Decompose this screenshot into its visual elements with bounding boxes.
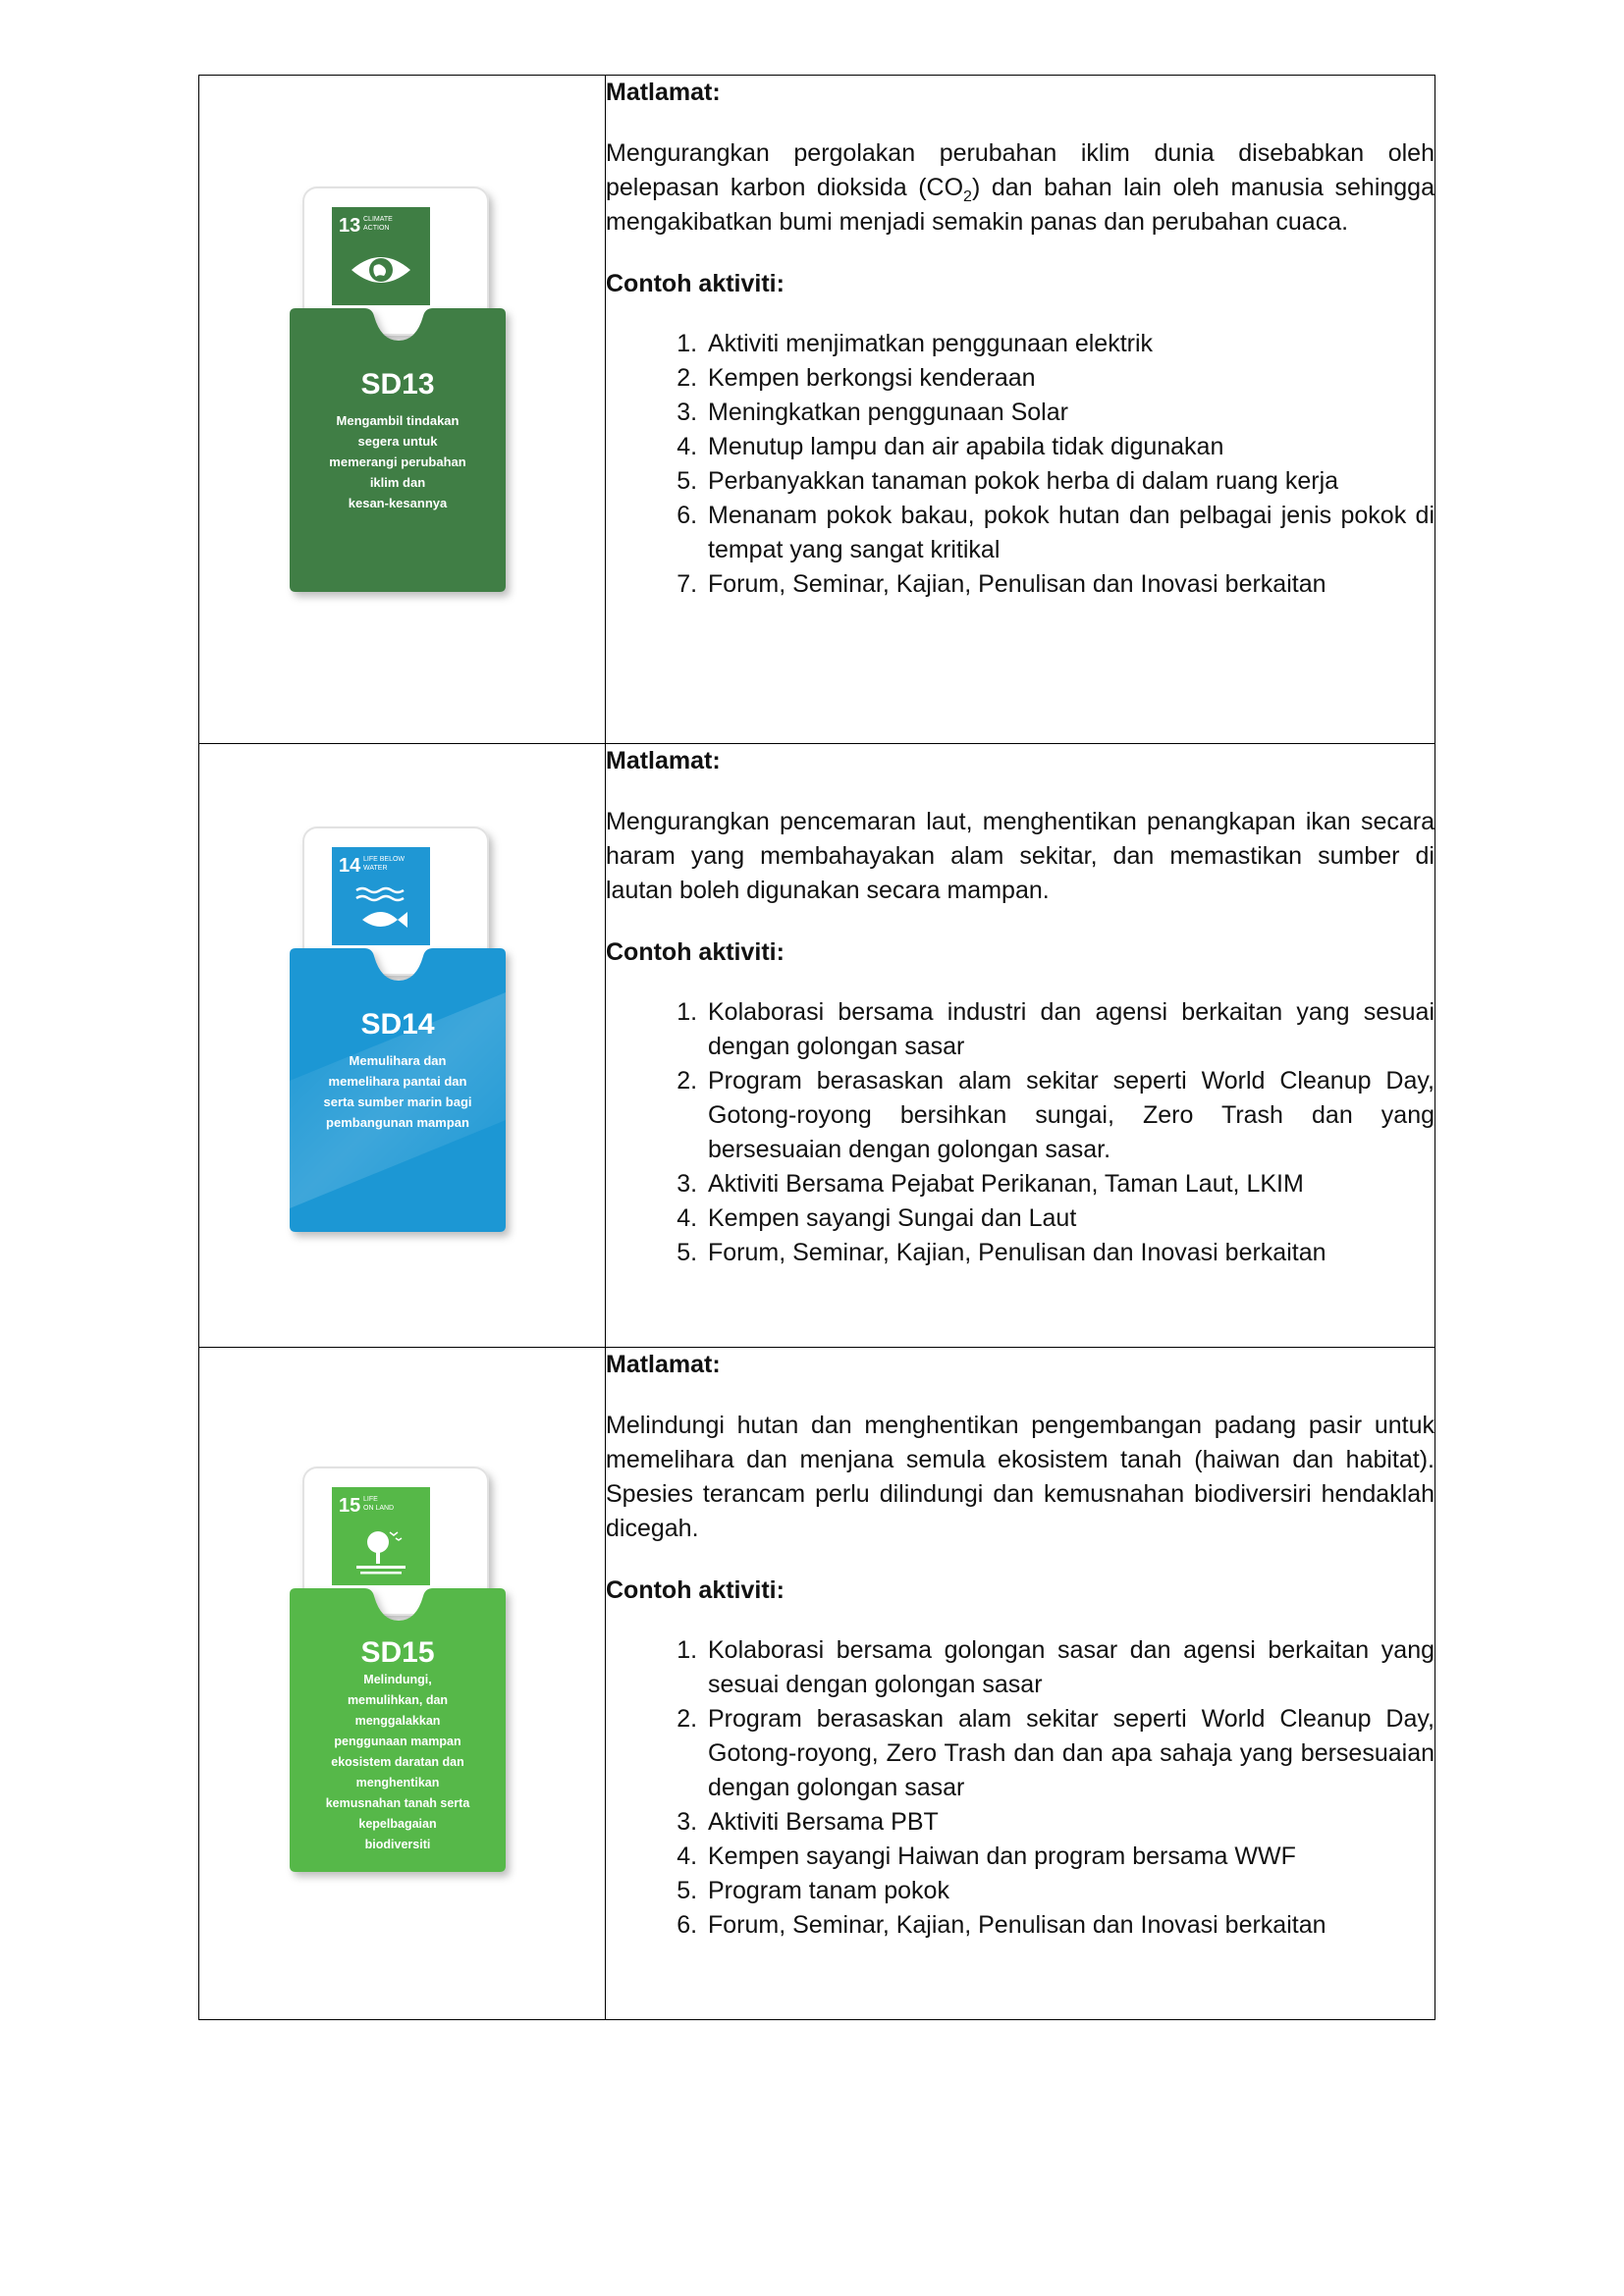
sd15-card — [282, 1466, 517, 1893]
list-item: 1. Kolaborasi bersama industri dan agensi berkaitan yang sesuai dengan golongan sasar — [704, 995, 1435, 1064]
list-item: 2. Kempen berkongsi kenderaan — [704, 361, 1435, 396]
caption-line: memulihkan, dan — [347, 1693, 449, 1707]
sd15-card-graphic — [282, 1466, 517, 1888]
activity-list — [606, 327, 1435, 602]
list-item: 5. Forum, Seminar, Kajian, Penulisan dan Inovasi berkaitan — [704, 1236, 1435, 1270]
goal-title-line-1: CLIMATE — [363, 216, 393, 223]
caption-line: kepelbagaian — [358, 1817, 437, 1831]
matlamat-text-part: ) dan bahan lain oleh manusia sehingga mengakibatkan bumi menjadi semakin panas dan perubahan cuaca. — [606, 174, 1435, 236]
contoh-label: Contoh aktiviti: — [606, 270, 785, 297]
text-cell-sd15 — [606, 1348, 1435, 2020]
list-item: 6. Menanam pokok bakau, pokok hutan dan pelbagai jenis pokok di tempat yang sangat kritikal — [704, 499, 1435, 567]
card-cell-sd14 — [199, 744, 606, 1348]
caption-line: kemusnahan tanah serta — [325, 1796, 470, 1810]
matlamat-label: Matlamat: — [606, 747, 721, 774]
goal-title-line-2: ON LAND — [363, 1505, 395, 1512]
list-item: 1. Aktiviti menjimatkan penggunaan elektrik — [704, 327, 1435, 361]
list-item: 7. Forum, Seminar, Kajian, Penulisan dan Inovasi berkaitan — [704, 567, 1435, 602]
matlamat-text — [606, 136, 1435, 240]
card-code: SD13 — [360, 368, 435, 400]
caption-line: serta sumber marin bagi — [323, 1095, 472, 1109]
caption-line: biodiversiti — [364, 1838, 431, 1851]
goal-title-line-1: LIFE BELOW — [363, 856, 406, 863]
caption-line: iklim dan — [369, 475, 426, 490]
matlamat-text: Mengurangkan pencemaran laut, menghentikan penangkapan ikan secara haram yang membahayakan alam sekitar, dan memastikan sumber di lautan boleh digunakan secara mampan. — [606, 808, 1435, 904]
caption-line: penggunaan mampan — [334, 1735, 461, 1748]
card-cell-sd13 — [199, 76, 606, 744]
list-item: 3. Meningkatkan penggunaan Solar — [704, 396, 1435, 430]
caption-line: menghentikan — [355, 1776, 440, 1789]
text-cell-sd13 — [606, 76, 1435, 744]
list-item: 4. Kempen sayangi Sungai dan Laut — [704, 1201, 1435, 1236]
goal-title-line-2: ACTION — [363, 225, 390, 232]
card-code: SD15 — [360, 1636, 435, 1669]
goal-number: 15 — [339, 1495, 361, 1517]
matlamat-label: Matlamat: — [606, 1351, 721, 1378]
matlamat-label: Matlamat: — [606, 79, 721, 106]
caption-line: memelihara pantai dan — [328, 1074, 467, 1089]
list-item: 2. Program berasaskan alam sekitar seperti World Cleanup Day, Gotong-royong, Zero Trash dan dan apa sahaja yang bersesuaian dengan golongan sasar — [704, 1702, 1435, 1805]
contoh-label: Contoh aktiviti: — [606, 938, 785, 966]
matlamat-text-part: Mengurangkan pergolakan perubahan iklim dunia disebabkan oleh pelepasan karbon dioksida (CO — [606, 139, 1435, 201]
activity-list — [606, 1633, 1435, 1943]
list-item: 1. Kolaborasi bersama golongan sasar dan agensi berkaitan yang sesuai dengan golongan sasar — [704, 1633, 1435, 1702]
goal-title-line-2: WATER — [363, 865, 388, 872]
sd13-card-graphic — [282, 186, 517, 608]
table-row-sd15 — [199, 1348, 1435, 2020]
goal-title-line-1: LIFE — [363, 1496, 378, 1503]
sd13-card — [282, 186, 517, 613]
list-item: 3. Aktiviti Bersama Pejabat Perikanan, Taman Laut, LKIM — [704, 1167, 1435, 1201]
matlamat-text: Melindungi hutan dan menghentikan pengembangan padang pasir untuk memelihara dan menjana semula ekosistem tanah (haiwan dan habitat). Spesies terancam perlu dilindungi dan kemusnahan biodiversiri hendaklah dicegah. — [606, 1412, 1435, 1542]
caption-line: Memulihara dan — [349, 1053, 447, 1068]
card-body — [290, 308, 506, 592]
caption-line: Mengambil tindakan — [336, 413, 460, 428]
sd14-card-graphic — [282, 826, 517, 1248]
contoh-label: Contoh aktiviti: — [606, 1576, 785, 1604]
card-cell-sd15 — [199, 1348, 606, 2020]
card-code: SD14 — [360, 1008, 435, 1041]
sd14-card — [282, 826, 517, 1253]
list-item: 3. Aktiviti Bersama PBT — [704, 1805, 1435, 1840]
list-item: 4. Menutup lampu dan air apabila tidak digunakan — [704, 430, 1435, 464]
caption-line: segera untuk — [357, 434, 438, 449]
caption-line: kesan-kesannya — [348, 496, 448, 510]
goal-number: 13 — [339, 215, 361, 237]
caption-line: ekosistem daratan dan — [331, 1755, 464, 1769]
caption-line: pembangunan mampan — [326, 1115, 469, 1130]
table-row-sd13 — [199, 76, 1435, 744]
co2-subscript: 2 — [963, 188, 972, 205]
table-row-sd14 — [199, 744, 1435, 1348]
list-item: 5. Program tanam pokok — [704, 1874, 1435, 1908]
caption-line: menggalakkan — [354, 1714, 441, 1728]
list-item: 5. Perbanyakkan tanaman pokok herba di dalam ruang kerja — [704, 464, 1435, 499]
caption-line: Melindungi, — [363, 1673, 432, 1686]
list-item: 6. Forum, Seminar, Kajian, Penulisan dan Inovasi berkaitan — [704, 1908, 1435, 1943]
caption-line: memerangi perubahan — [329, 454, 466, 469]
goal-number: 14 — [339, 855, 361, 877]
list-item: 2. Program berasaskan alam sekitar seperti World Cleanup Day, Gotong-royong bersihkan sungai, Zero Trash dan yang bersesuaian dengan golongan sasar. — [704, 1064, 1435, 1167]
text-cell-sd14 — [606, 744, 1435, 1348]
list-item: 4. Kempen sayangi Haiwan dan program bersama WWF — [704, 1840, 1435, 1874]
sdg-table — [198, 75, 1435, 2020]
activity-list — [606, 995, 1435, 1270]
